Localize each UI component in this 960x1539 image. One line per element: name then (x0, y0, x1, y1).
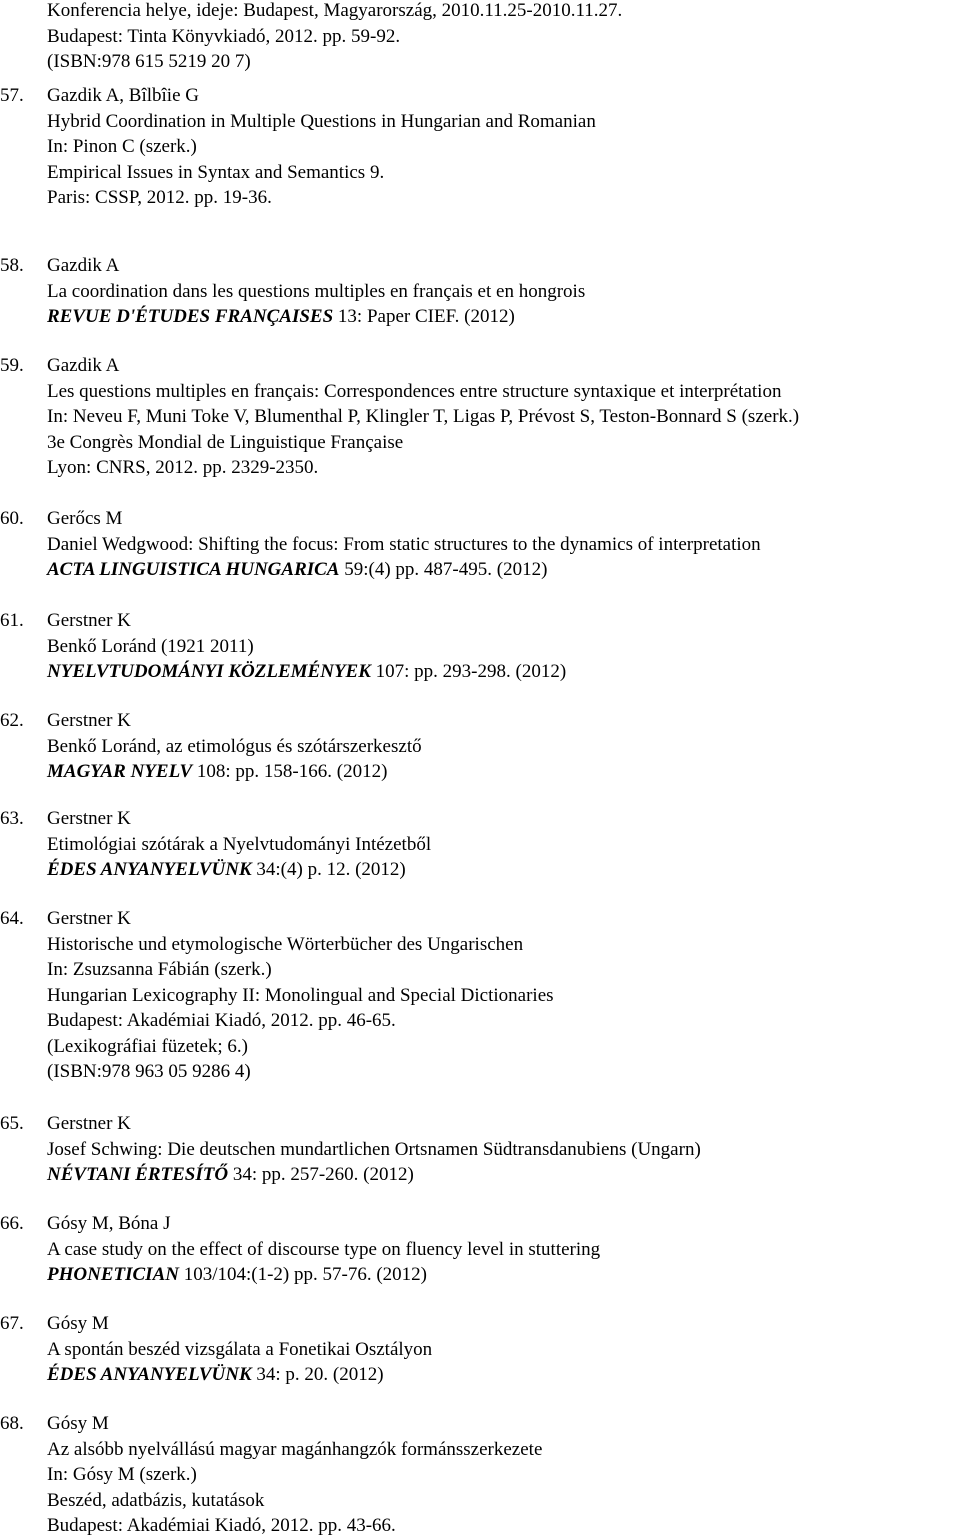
entry-number: 67. (0, 1313, 24, 1334)
entry-line: A spontán beszéd vizsgálata a Fonetikai Osztályon (47, 1338, 433, 1360)
journal-line (47, 557, 761, 583)
entry-body (47, 1111, 701, 1188)
entry-number: 60. (0, 508, 24, 529)
entry-authors: Gerstner K (47, 710, 131, 731)
entry-line: Hungarian Lexicography II: Monolingual and Special Dictionaries (47, 984, 554, 1006)
journal-title: ACTA LINGUISTICA HUNGARICA (47, 559, 340, 580)
journal-line (47, 759, 422, 785)
entry-authors: Gazdik A (47, 255, 120, 276)
entry-authors: Gazdik A, Bîlbîie G (47, 85, 199, 106)
journal-details: 108: pp. 158-166. (2012) (192, 761, 388, 782)
entry-body (47, 506, 761, 583)
journal-title: ÉDES ANYANYELVÜNK (47, 1364, 252, 1385)
entry-line: Etimológiai szótárak a Nyelvtudományi Intézetből (47, 833, 432, 855)
entry-number: 65. (0, 1113, 24, 1134)
entry-number: 66. (0, 1213, 24, 1234)
journal-title: PHONETICIAN (47, 1264, 179, 1285)
entry-line: La coordination dans les questions multiples en français et en hongrois (47, 280, 586, 302)
entry-line: In: Neveu F, Muni Toke V, Blumenthal P, Klingler T, Ligas P, Prévost S, Teston-Bonnard S (szerk.) (47, 406, 800, 427)
journal-title: NYELVTUDOMÁNYI KÖZLEMÉNYEK (47, 661, 371, 682)
continued-line: Konferencia helye, ideje: Budapest, Magyarország, 2010.11.25-2010.11.27. (47, 0, 623, 21)
entry-line: A case study on the effect of discourse type on fluency level in stuttering (47, 1238, 601, 1260)
entry-line: Budapest: Akadémiai Kiadó, 2012. pp. 43-66. (47, 1515, 396, 1536)
entry-line: In: Gósy M (szerk.) (47, 1464, 197, 1485)
journal-title: MAGYAR NYELV (47, 761, 193, 782)
entry-number: 64. (0, 908, 24, 929)
entry-number: 58. (0, 255, 24, 276)
entry-line: Benkő Loránd, az etimológus és szótárszerkesztő (47, 735, 422, 757)
entry-number: 57. (0, 85, 24, 106)
journal-title: ÉDES ANYANYELVÜNK (47, 859, 252, 880)
entry-authors: Gerstner K (47, 908, 131, 929)
journal-title: NÉVTANI ÉRTESÍTŐ (47, 1164, 229, 1185)
journal-details: 34: p. 20. (2012) (251, 1364, 384, 1385)
entry-line: Josef Schwing: Die deutschen mundartlichen Ortsnamen Südtransdanubiens (Ungarn) (47, 1138, 701, 1160)
entry-authors: Gerstner K (47, 1113, 131, 1134)
continued-entry (47, 0, 622, 75)
journal-title: REVUE D'ÉTUDES FRANÇAISES (47, 306, 334, 327)
entry-body (47, 906, 554, 1085)
entry-line: Daniel Wedgwood: Shifting the focus: From static structures to the dynamics of interpretation (47, 533, 761, 555)
entry-body (47, 1311, 432, 1388)
journal-line (47, 1262, 600, 1288)
entry-line: In: Pinon C (szerk.) (47, 136, 197, 157)
entry-body (47, 1211, 600, 1288)
entry-number: 61. (0, 610, 24, 631)
continued-line: Budapest: Tinta Könyvkiadó, 2012. pp. 59-92. (47, 25, 401, 47)
journal-details: 103/104:(1-2) pp. 57-76. (2012) (178, 1264, 427, 1285)
entry-body (47, 353, 799, 481)
entry-line: (Lexikográfiai füzetek; 6.) (47, 1035, 248, 1057)
entry-number: 63. (0, 808, 24, 829)
continued-line: (ISBN:978 615 5219 20 7) (47, 51, 251, 72)
entry-authors: Gerstner K (47, 808, 131, 829)
entry-authors: Gazdik A (47, 355, 120, 376)
entry-line: Hybrid Coordination in Multiple Questions in Hungarian and Romanian (47, 110, 596, 132)
journal-details: 34:(4) p. 12. (2012) (251, 859, 406, 880)
entry-line: Lyon: CNRS, 2012. pp. 2329-2350. (47, 457, 319, 478)
entry-line: In: Zsuzsanna Fábián (szerk.) (47, 959, 272, 980)
journal-details: 13: Paper CIEF. (2012) (333, 306, 515, 327)
journal-line (47, 659, 566, 685)
entry-authors: Gósy M, Bóna J (47, 1213, 171, 1234)
journal-line (47, 1162, 701, 1188)
journal-details: 59:(4) pp. 487-495. (2012) (339, 559, 548, 580)
entry-line: Les questions multiples en français: Correspondences entre structure syntaxique et interprétation (47, 380, 782, 402)
journal-line (47, 857, 431, 883)
entry-line: 3e Congrès Mondial de Linguistique Française (47, 431, 404, 453)
entry-body (47, 83, 596, 211)
entry-body (47, 806, 431, 883)
entry-authors: Gósy M (47, 1413, 109, 1434)
journal-line (47, 304, 585, 330)
entry-number: 62. (0, 710, 24, 731)
entry-number: 59. (0, 355, 24, 376)
journal-details: 34: pp. 257-260. (2012) (228, 1164, 414, 1185)
entry-line: Az alsóbb nyelvállású magyar magánhangzók formánsszerkezete (47, 1438, 543, 1460)
entry-line: Budapest: Akadémiai Kiadó, 2012. pp. 46-65. (47, 1010, 396, 1031)
entry-body (47, 608, 566, 685)
entry-number: 68. (0, 1413, 24, 1434)
entry-line: Beszéd, adatbázis, kutatások (47, 1489, 265, 1511)
entry-line: Historische und etymologische Wörterbücher des Ungarischen (47, 933, 524, 955)
entry-line: Empirical Issues in Syntax and Semantics 9. (47, 161, 385, 183)
entry-authors: Gósy M (47, 1313, 109, 1334)
entry-authors: Gerstner K (47, 610, 131, 631)
entry-body (47, 1411, 542, 1539)
entry-line: Benkő Loránd (1921 2011) (47, 635, 254, 657)
entry-body (47, 708, 422, 785)
entry-authors: Gerőcs M (47, 508, 123, 529)
entry-line: Paris: CSSP, 2012. pp. 19-36. (47, 187, 272, 208)
entry-line: (ISBN:978 963 05 9286 4) (47, 1061, 251, 1082)
journal-line (47, 1362, 432, 1388)
journal-details: 107: pp. 293-298. (2012) (370, 661, 567, 682)
entry-body (47, 253, 585, 330)
